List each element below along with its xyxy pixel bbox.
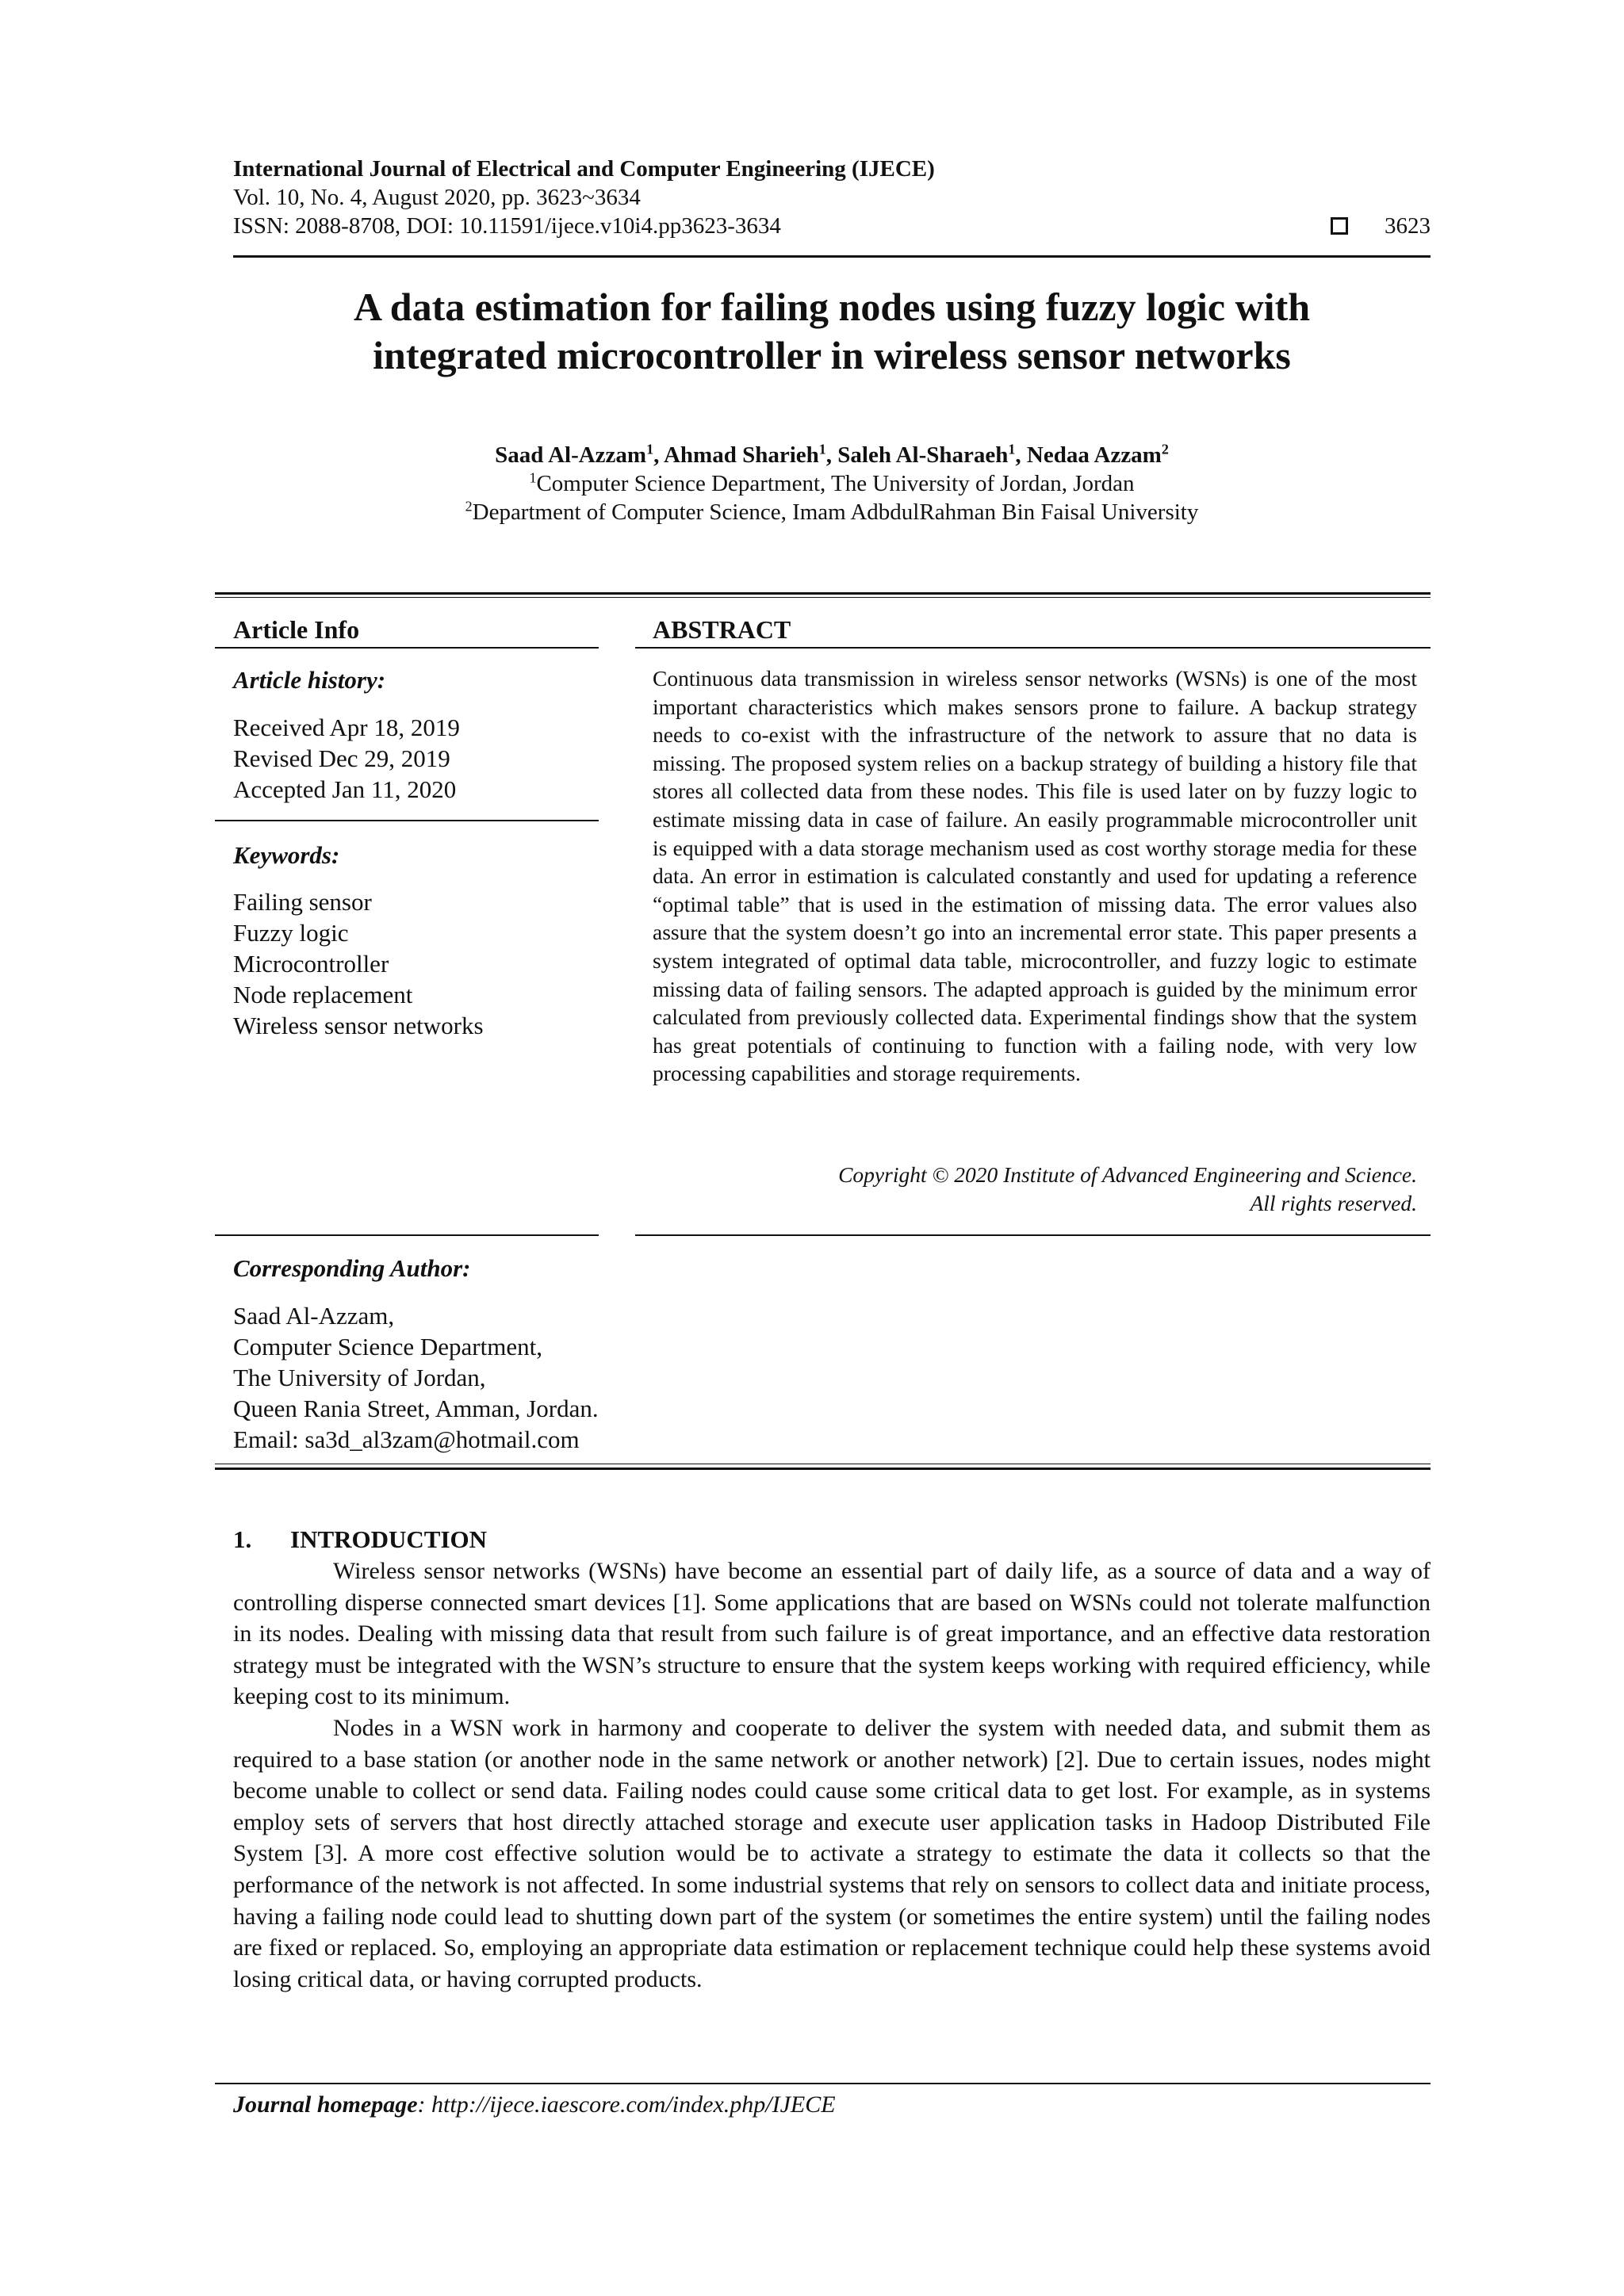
keyword: Node replacement — [233, 981, 413, 1008]
affiliation-mark: 1 — [529, 469, 537, 486]
affiliation-mark: 1 — [646, 441, 654, 457]
history-rule — [215, 820, 599, 821]
article-info-heading: Article Info — [233, 615, 360, 644]
copyright-line-1: Copyright © 2020 Institute of Advanced Engineering and Science. — [838, 1162, 1417, 1187]
journal-name: International Journal of Electrical and Computer Engineering (IJECE) — [233, 156, 935, 182]
header-rule — [233, 255, 1431, 258]
corresponding-line: Saad Al-Azzam, — [233, 1302, 395, 1330]
author-names — [233, 441, 1431, 469]
issn-doi: ISSN: 2088-8708, DOI: 10.11591/ijece.v10i4.pp3623-3634 — [233, 213, 781, 239]
introduction-body — [233, 1556, 1431, 1995]
abstract-text: Continuous data transmission in wireless sensor networks (WSNs) is one of the most important characteristics which makes sensors prone to failure. A backup strategy needs to co-exist with the infrastructure of the network to assure that no data is missing. The proposed system relies on a backup strategy of building a history file that stores all collected data from these nodes. This file is used later on by fuzzy logic to estimate missing data in case of failure. An easily programmable microcontroller unit is equipped with a data storage mechanism used as cost worthy storage media for these data. An error in estimation is calculated constantly and used for updating a reference “optimal table” that is used in the estimation of missing data. The error values also assure that the system doesn’t go into an incremental error state. This paper presents a system integrated of optimal data table, microcontroller, and fuzzy logic to estimate missing data of failing sensors. The adapted approach is guided by the minimum error calculated from previously collected data. Experimental findings show that the system has great potentials of continuing to function with a failing node, with very low processing capabilities and storage requirements. — [653, 666, 1417, 1086]
corresponding-line: Queen Rania Street, Amman, Jordan. — [233, 1395, 599, 1422]
intro-paragraph-2: Nodes in a WSN work in harmony and cooperate to deliver the system with needed data, and submit them as required to a base station (or another node in the same network or another network) [2]. Due to certain issues, nodes might become unable to collect or send data. Failing nodes could cause some critical data to get lost. For example, as in systems employ sets of servers that host directly attached storage and execute user application tasks in Hadoop Distributed File System [3]. A more cost effective solution would be to activate a strategy to estimate the data it collects so that the performance of the network is not affected. In some industrial systems that rely on sensors to collect data and initiate process, having a failing node could lead to shutting down part of the system (or sometimes the entire system) until the failing nodes are fixed or replaced. So, employing an appropriate data estimation or replacement technique could help these systems avoid losing critical data, or having corrupted products. — [233, 1714, 1431, 1992]
revised-date: Revised Dec 29, 2019 — [233, 744, 450, 772]
info-bottom-rule — [215, 1468, 1431, 1470]
title-line-1: A data estimation for failing nodes using fuzzy logic with — [353, 285, 1311, 329]
introduction-heading — [233, 1524, 487, 1556]
affiliation-mark: 1 — [818, 441, 826, 457]
page-number: 3623 — [1385, 213, 1431, 239]
affiliation-text: Department of Computer Science, Imam AdbdulRahman Bin Faisal University — [472, 499, 1199, 525]
journal-homepage — [233, 2090, 836, 2120]
keyword: Failing sensor — [233, 888, 372, 916]
author-name: Saad Al-Azzam — [495, 442, 647, 468]
keyword: Fuzzy logic — [233, 919, 349, 947]
keyword: Microcontroller — [233, 950, 389, 978]
accepted-date: Accepted Jan 11, 2020 — [233, 775, 457, 803]
affiliation-mark: 2 — [1161, 441, 1169, 457]
keywords-bottom-rule — [215, 1234, 599, 1236]
copyright-notice — [653, 1161, 1417, 1218]
keywords-list — [233, 886, 484, 1041]
corresponding-author-details — [233, 1300, 599, 1455]
keyword: Wireless sensor networks — [233, 1012, 484, 1039]
abstract-heading: ABSTRACT — [653, 615, 791, 644]
homepage-url[interactable]: : http://ijece.iaescore.com/index.php/IJECE — [417, 2091, 836, 2118]
intro-paragraph-1: Wireless sensor networks (WSNs) have become an essential part of daily life, as a source of data and a way of controlling disperse connected smart devices [1]. Some applications that are based on WSNs could not tolerate malfunction in its nodes. Dealing with missing data that result from such failure is of great importance, and an effective data restoration strategy must be integrated with the WSN’s structure to ensure that the system keeps working with required efficiency, while keeping cost to its minimum. — [233, 1558, 1431, 1710]
paper-title — [233, 283, 1431, 380]
affiliation-mark: 2 — [465, 498, 473, 515]
affiliation-mark: 1 — [1008, 441, 1016, 457]
section-title: INTRODUCTION — [290, 1525, 488, 1553]
corresponding-email: Email: sa3d_al3zam@hotmail.com — [233, 1425, 580, 1453]
title-line-2: integrated microcontroller in wireless sensor networks — [373, 333, 1291, 377]
corresponding-line: Computer Science Department, — [233, 1333, 542, 1360]
corresponding-author-heading: Corresponding Author: — [233, 1254, 471, 1282]
author-block — [233, 441, 1431, 526]
affiliation-1 — [233, 469, 1431, 498]
author-name: , Nedaa Azzam — [1015, 442, 1162, 468]
affiliation-2 — [233, 498, 1431, 526]
info-top-rule-thin — [215, 597, 1431, 598]
abstract-rule — [635, 647, 1431, 649]
running-header — [233, 155, 1431, 240]
info-top-rule — [215, 592, 1431, 595]
copyright-line-2: All rights reserved. — [1250, 1191, 1417, 1215]
author-name: , Ahmad Sharieh — [653, 442, 819, 468]
affiliation-text: Computer Science Department, The University of Jordan, Jordan — [536, 471, 1135, 496]
checkbox-square-icon — [1331, 217, 1348, 235]
article-info-rule — [215, 647, 599, 649]
corresponding-line: The University of Jordan, — [233, 1364, 486, 1391]
article-history-heading: Article history: — [233, 666, 386, 694]
section-number: 1. — [233, 1525, 252, 1553]
keywords-heading: Keywords: — [233, 841, 340, 869]
author-name: , Saleh Al-Sharaeh — [825, 442, 1009, 468]
homepage-label: Journal homepage — [233, 2091, 418, 2118]
footer-rule — [215, 2083, 1431, 2084]
volume-info: Vol. 10, No. 4, August 2020, pp. 3623~3634 — [233, 185, 641, 210]
abstract-bottom-rule — [635, 1234, 1431, 1236]
received-date: Received Apr 18, 2019 — [233, 714, 460, 741]
